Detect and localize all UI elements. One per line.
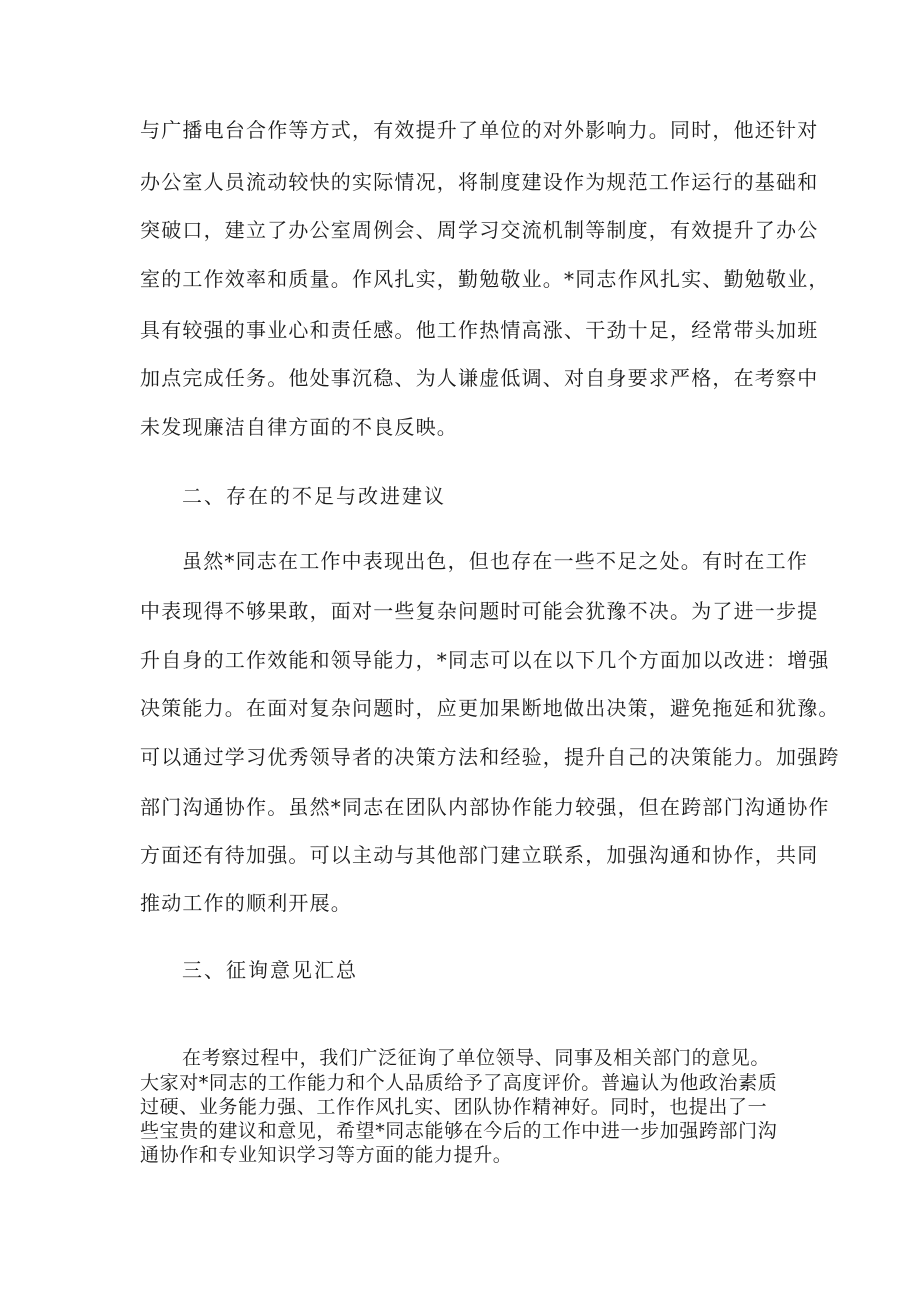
text-line: 可以通过学习优秀领导者的决策方法和经验，提升自己的决策能力。加强跨 [140,745,840,769]
text-line: 办公室人员流动较快的实际情况，将制度建设作为规范工作运行的基础和 [140,170,819,194]
text-line: 决策能力。在面对复杂问题时，应更加果断地做出决策，避免拖延和犹豫。 [140,696,840,720]
text-line: 突破口，建立了办公室周例会、周学习交流机制等制度，有效提升了办公 [140,218,819,242]
text-line: 方面还有待加强。可以主动与其他部门建立联系，加强沟通和协作，共同 [140,843,819,867]
text-line: 通协作和专业知识学习等方面的能力提升。 [140,1144,513,1166]
section-heading: 三、征询意见汇总 [182,958,358,982]
text-line: 具有较强的事业心和责任感。他工作热情高涨、干劲十足，经常带头加班 [140,318,819,342]
text-line: 中表现得不够果敢，面对一些复杂问题时可能会犹豫不决。为了进一步提 [140,599,819,623]
text-line: 在考察过程中，我们广泛征询了单位领导、同事及相关部门的意见。 [182,1047,771,1069]
text-line: 与广播电台合作等方式，有效提升了单位的对外影响力。同时，他还针对 [140,118,819,142]
text-line: 些宝贵的建议和意见，希望*同志能够在今后的工作中进一步加强跨部门沟 [140,1120,778,1142]
text-line: 加点完成任务。他处事沉稳、为人谦虚低调、对自身要求严格，在考察中 [140,366,819,390]
text-line: 虽然*同志在工作中表现出色，但也存在一些不足之处。有时在工作 [182,549,808,573]
text-line: 过硬、业务能力强、工作作风扎实、团队协作精神好。同时，也提出了一 [140,1096,768,1118]
section-heading: 二、存在的不足与改进建议 [182,484,446,508]
text-line: 推动工作的顺利开展。 [140,891,352,915]
text-line: 部门沟通协作。虽然*同志在团队内部协作能力较强，但在跨部门沟通协作 [140,795,830,819]
text-line: 未发现廉洁自律方面的不良反映。 [140,415,458,439]
text-line: 大家对*同志的工作能力和个人品质给予了高度评价。普遍认为他政治素质 [140,1072,778,1094]
text-line: 升自身的工作效能和领导能力，*同志可以在以下几个方面加以改进：增强 [140,648,830,672]
text-line: 室的工作效率和质量。作风扎实，勤勉敬业。*同志作风扎实、勤勉敬业， [140,267,830,291]
